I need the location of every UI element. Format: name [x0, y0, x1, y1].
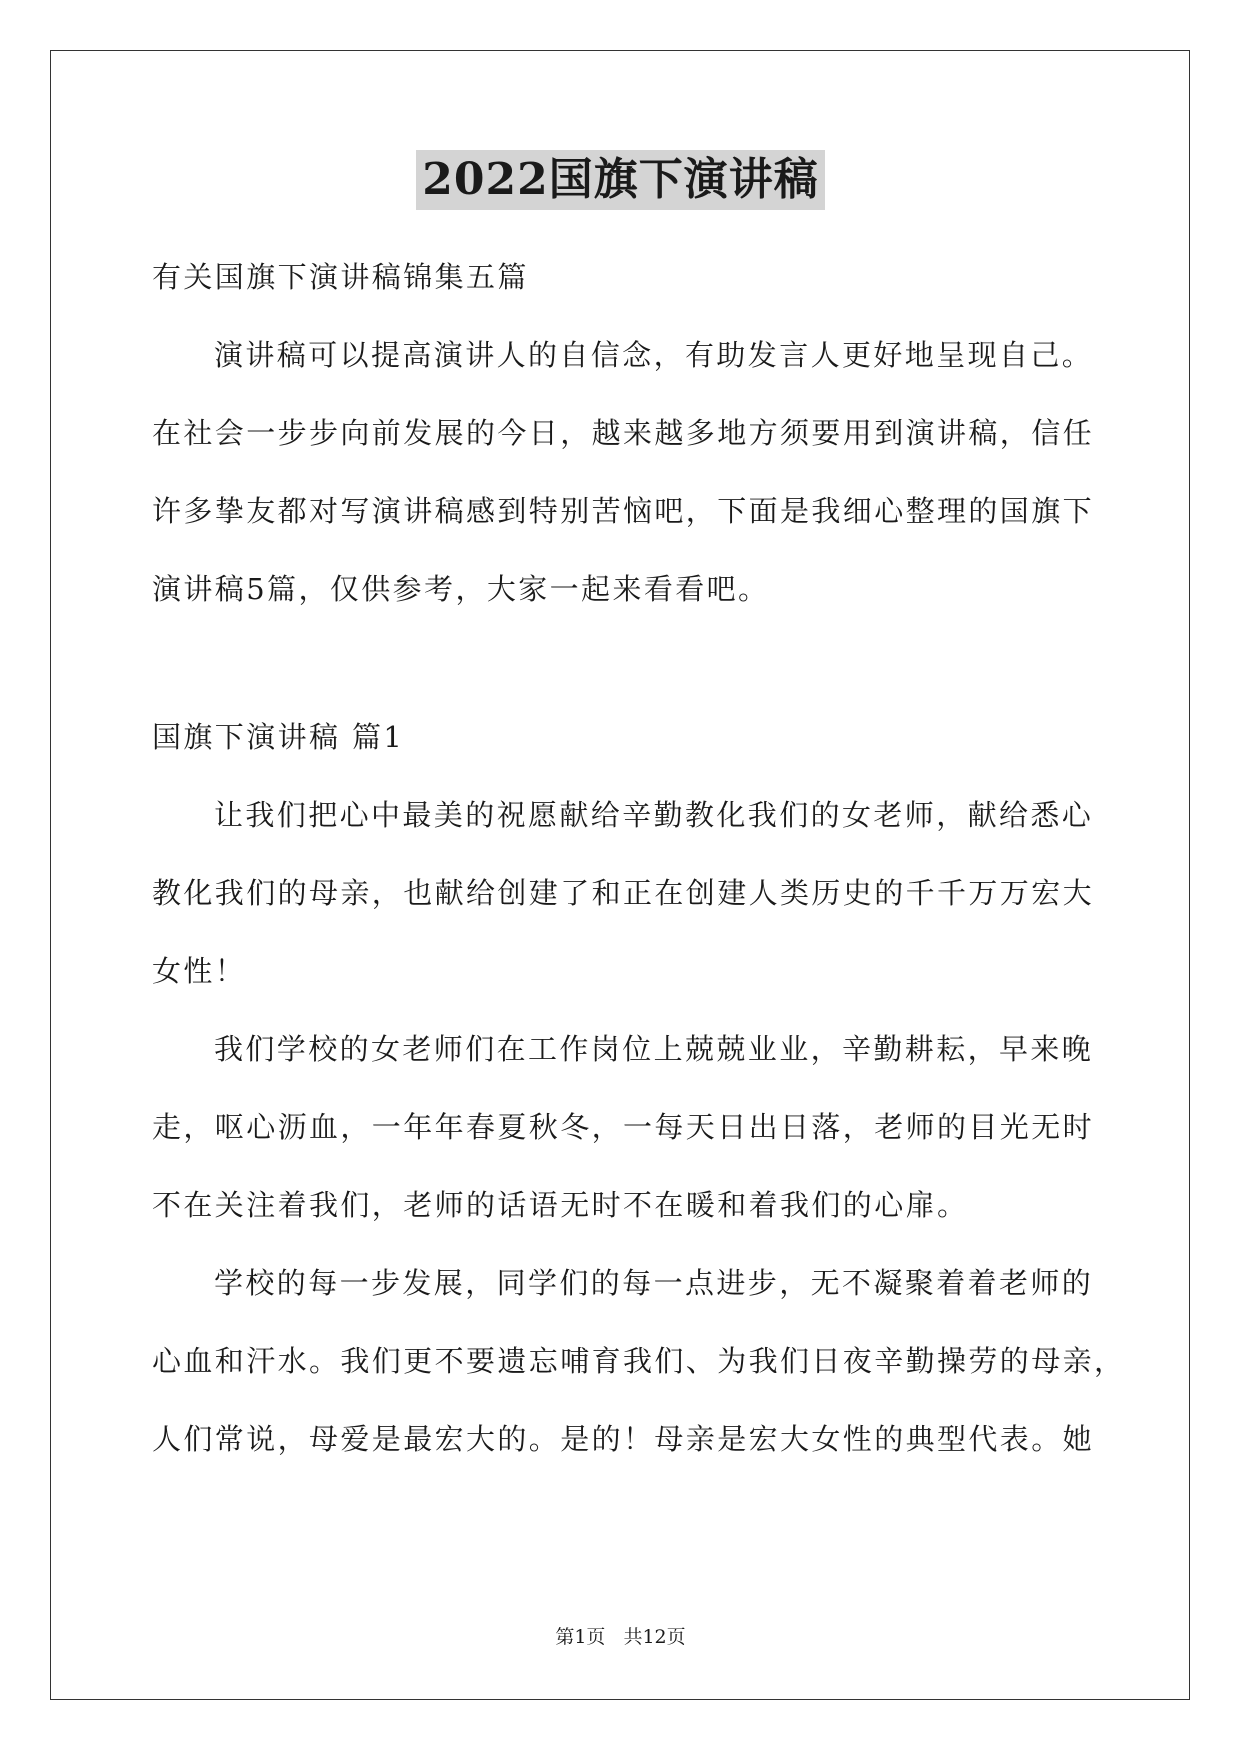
paragraph-line: 我们学校的女老师们在工作岗位上兢兢业业，辛勤耕耘，早来晚 [214, 1032, 1094, 1066]
document-body [152, 238, 1126, 1478]
title-container [0, 150, 1241, 210]
document-subtitle: 有关国旗下演讲稿锦集五篇 [152, 260, 529, 294]
paragraph-line: 教化我们的母亲，也献给创建了和正在创建人类历史的千千万万宏大 [152, 876, 1095, 910]
document-title: 2022国旗下演讲稿 [416, 150, 824, 210]
section-heading: 国旗下演讲稿 篇1 [152, 720, 405, 754]
section-spacer [152, 628, 1092, 698]
paragraph-line: 人们常说，母爱是最宏大的。是的！母亲是宏大女性的典型代表。她 [152, 1422, 1095, 1456]
page-number: 第1页 [555, 1626, 606, 1648]
paragraph-line: 学校的每一步发展，同学们的每一点进步，无不凝聚着着老师的 [214, 1266, 1094, 1300]
intro-line: 演讲稿5篇，仅供参考，大家一起来看看吧。 [152, 572, 770, 606]
paragraph-line: 不在关注着我们，老师的话语无时不在暖和着我们的心扉。 [152, 1188, 969, 1222]
paragraph-line: 让我们把心中最美的祝愿献给辛勤教化我们的女老师，献给悉心 [214, 798, 1094, 832]
paragraph-line: 女性！ [152, 954, 247, 988]
intro-line: 许多挚友都对写演讲稿感到特别苦恼吧，下面是我细心整理的国旗下 [152, 494, 1095, 528]
paragraph-line: 走，呕心沥血，一年年春夏秋冬，一每天日出日落，老师的目光无时 [152, 1110, 1095, 1144]
intro-line: 在社会一步步向前发展的今日，越来越多地方须要用到演讲稿，信任 [152, 416, 1095, 450]
paragraph-line: 心血和汗水。我们更不要遗忘哺育我们、为我们日夜辛勤操劳的母亲， [152, 1344, 1126, 1378]
intro-line: 演讲稿可以提高演讲人的自信念，有助发言人更好地呈现自己。 [214, 338, 1094, 372]
page-total: 共12页 [623, 1626, 686, 1648]
page-footer [0, 1625, 1241, 1649]
